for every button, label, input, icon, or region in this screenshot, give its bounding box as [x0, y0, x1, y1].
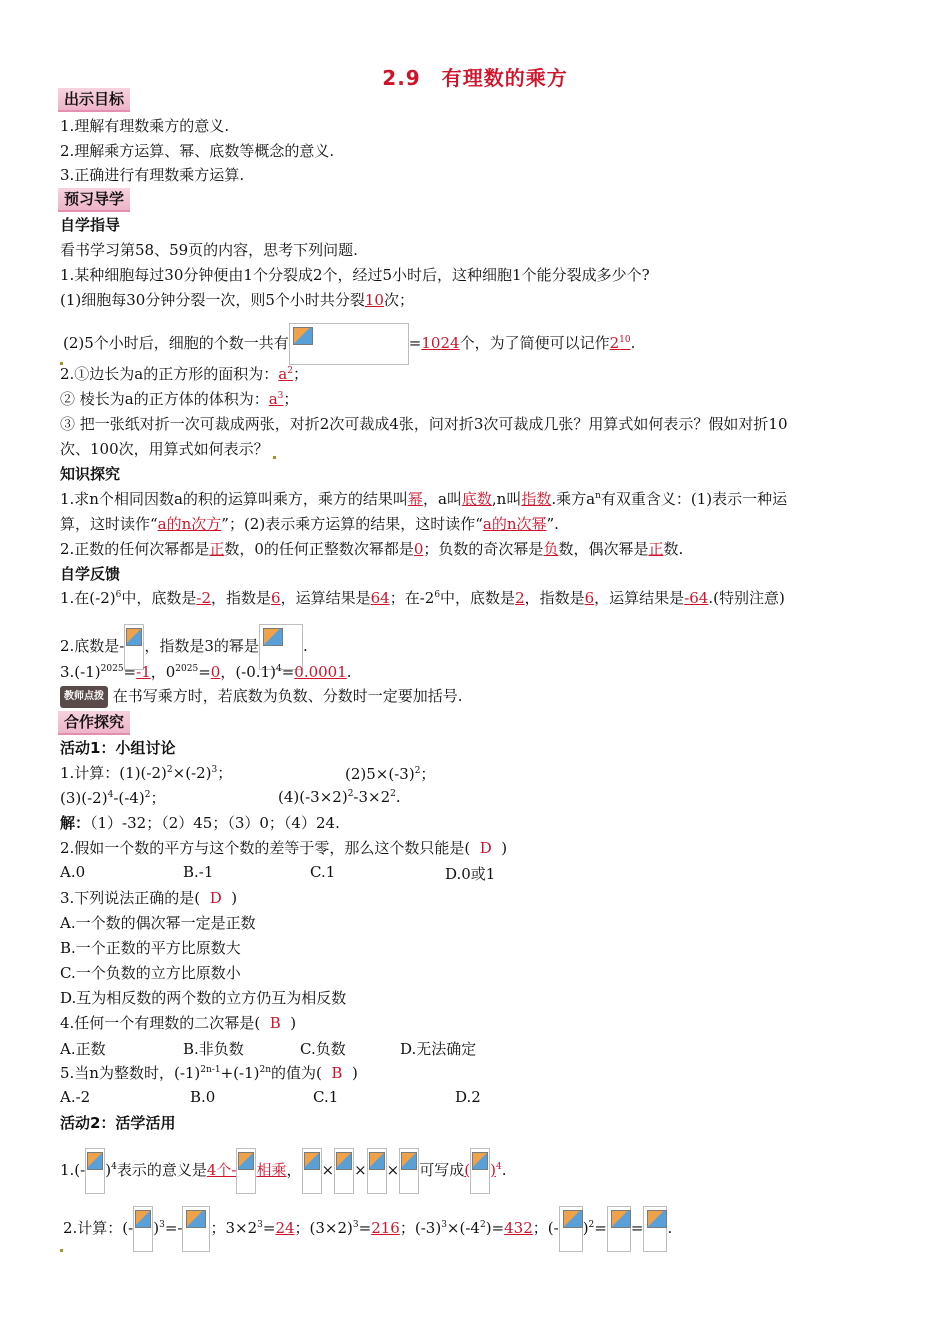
option-d: D.互为相反数的两个数的立方仍互为相反数 [60, 989, 347, 1007]
option-c: C.1 [310, 863, 336, 881]
image-placeholder-icon [643, 1206, 667, 1252]
option-c: C.1 [313, 1088, 339, 1106]
question-1b: (2)5个小时后，细胞的个数一共有 =1024个，为了简便可以记作$2^{10}$. [60, 323, 635, 365]
image-placeholder-icon [289, 323, 409, 365]
question-2c-line2: 次、100次，用算式如何表示？ [60, 439, 276, 459]
option-a: A.正数 [60, 1040, 106, 1058]
feedback-2: 2.底数是- ，指数是3的幂是 . [60, 624, 308, 670]
calc-1-part3: $(3)(-2)^4-(-4)^2$； [60, 789, 166, 807]
activity-2-heading: 活动2：活学活用 [60, 1114, 176, 1132]
option-a: A.-2 [60, 1088, 91, 1106]
image-placeholder-icon [133, 1206, 153, 1252]
option-c: C.一个负数的立方比原数小 [60, 964, 241, 982]
option-c: C.负数 [300, 1040, 346, 1058]
section-heading-cooperate: 合作探究 [58, 711, 130, 735]
image-placeholder-icon [85, 1148, 105, 1194]
page-title: 2.9 有理数的乘方 [382, 66, 568, 90]
subheading-feedback: 自学反馈 [60, 565, 121, 583]
image-placeholder-icon [470, 1148, 490, 1194]
subheading-knowledge: 知识探究 [60, 465, 121, 483]
question-1a: (1)细胞每30分钟分裂一次，则5个小时共分裂10次； [60, 291, 414, 309]
image-placeholder-icon [182, 1206, 210, 1252]
question-mc-2: 2.假如一个数的平方与这个数的差等于零，那么这个数只能是( D ) [60, 839, 508, 857]
question-1: 1.某种细胞每过30分钟便由1个分裂成2个，经过5小时后，这种细胞1个能分裂成多少个? [60, 266, 650, 284]
feedback-3: $3.(-1)^{2025}=-1$，$0^{2025}=0$，$(-0.1)^4=0.0001$. [60, 663, 352, 681]
calc-1-line1: 1.计算：$(1)(-2)^2\times(-2)^3$； [60, 764, 233, 782]
teacher-tip: 教师点拨 在书写乘方时，若底数为负数、分数时一定要加括号. [60, 686, 463, 708]
option-b: B.一个正数的平方比原数大 [60, 939, 241, 957]
activity-1-heading: 活动1：小组讨论 [60, 739, 176, 757]
knowledge-1-line1: 1.求n个相同因数a的积的运算叫乘方，乘方的结果叫幂，a叫底数,n叫指数.乘方$a^n$有双重含义：(1)表示一种运 [60, 490, 788, 508]
question-mc-5: 5.当n为整数时，$(-1)^{2n-1}+(-1)^{2n}$的值为( B ) [60, 1064, 358, 1082]
question-mc-4: 4.任何一个有理数的二次幂是( B ) [60, 1014, 297, 1032]
image-placeholder-icon [607, 1206, 631, 1252]
apply-1: 1.(- )$^4$表示的意义是4个- 相乘， × × × 可写成( )$^4$. [60, 1148, 506, 1194]
goal-2: 2.理解乘方运算、幂、底数等概念的意义. [60, 142, 335, 160]
goal-3: 3.正确进行有理数乘方运算. [60, 166, 245, 184]
image-placeholder-icon [367, 1148, 387, 1194]
subheading-self-study: 自学指导 [60, 216, 121, 234]
calc-1-part4: $(4)(-3\times 2)^2-3\times 2^2$. [278, 788, 401, 806]
image-placeholder-icon [334, 1148, 354, 1194]
apply-2: 2.计算：(- )$^3$=- ；$3\times 2^3=24$；$(3\times 2)^3=216$；$(-3)^3\times(-4^2)=432$；(- )$^2$= = . [60, 1206, 672, 1252]
knowledge-1-line2: 算，这时读作“a的n次方”；(2)表示乘方运算的结果，这时读作“a的n次幂”. [60, 515, 559, 533]
question-mc-3: 3.下列说法正确的是( D ) [60, 889, 238, 907]
option-b: B.-1 [183, 863, 214, 881]
image-placeholder-icon [559, 1206, 583, 1252]
image-placeholder-icon [302, 1148, 322, 1194]
intro-text: 看书学习第58、59页的内容，思考下列问题. [60, 241, 358, 259]
option-b: B.0 [190, 1088, 216, 1106]
question-2c-line1: ③ 把一张纸对折一次可裁成两张，对折2次可裁成4张，问对折3次可裁成几张？用算式如何表示？假如对折10 [60, 415, 788, 433]
section-heading-preview: 预习导学 [58, 188, 130, 212]
teacher-tip-badge: 教师点拨 [60, 686, 108, 708]
question-2b: ② 棱长为a的正方体的体积为：$a^3$； [60, 390, 299, 408]
knowledge-2: 2.正数的任何次幂都是正数，0的任何正整数次幂都是0；负数的奇次幂是负数，偶次幂是正数. [60, 540, 684, 558]
image-placeholder-icon [236, 1148, 256, 1194]
image-placeholder-icon [399, 1148, 419, 1194]
option-a: A.一个数的偶次幂一定是正数 [60, 914, 256, 932]
option-b: B.非负数 [183, 1040, 244, 1058]
option-d: D.无法确定 [400, 1040, 477, 1058]
question-2a: 2.①边长为a的正方形的面积为：$a^2$； [60, 365, 308, 383]
feedback-1: 1.在$(-2)^6$中，底数是-2，指数是6，运算结果是64；在$-2^6$中，底数是2，指数是6，运算结果是-64.(特别注意) [60, 589, 785, 607]
goal-1: 1.理解有理数乘方的意义. [60, 117, 230, 135]
answer-blank: 10 [364, 291, 384, 309]
option-d: D.0或1 [445, 865, 496, 883]
option-d: D.2 [455, 1088, 481, 1106]
calc-1-part2: $(2)5\times(-3)^2$； [345, 765, 436, 783]
solution-1: 解：（1）-32；（2）45；（3）0；（4）24. [60, 814, 340, 832]
option-a: A.0 [60, 863, 86, 881]
section-heading-goals: 出示目标 [58, 88, 130, 112]
